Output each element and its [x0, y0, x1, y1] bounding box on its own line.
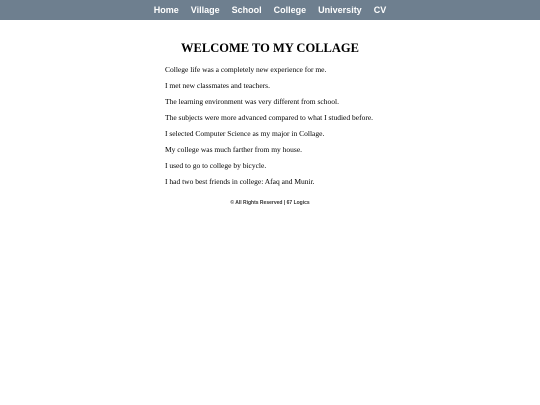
- nav-link-college[interactable]: College: [273, 5, 307, 15]
- main-content: [165, 20, 375, 206]
- paragraph: I had two best friends in college: Afaq and Munir.: [165, 177, 315, 186]
- paragraph: The learning environment was very different from school.: [165, 97, 339, 106]
- paragraph: College life was a completely new experience for me.: [165, 65, 327, 74]
- paragraph: I met new classmates and teachers.: [165, 81, 270, 90]
- nav-link-home[interactable]: Home: [153, 5, 179, 15]
- page-title: WELCOME TO MY COLLAGE: [181, 41, 359, 55]
- paragraph: The subjects were more advanced compared to what I studied before.: [165, 113, 374, 122]
- paragraph: I selected Computer Science as my major in Collage.: [165, 129, 325, 138]
- nav-link-university[interactable]: University: [318, 5, 362, 15]
- footer-copyright: © All Rights Reserved | 67 Logics: [230, 200, 310, 206]
- top-navbar: [0, 0, 540, 20]
- nav-link-cv[interactable]: CV: [373, 5, 387, 15]
- paragraph: I used to go to college by bicycle.: [165, 161, 267, 170]
- nav-link-village[interactable]: Village: [190, 5, 220, 15]
- paragraph: My college was much farther from my house.: [165, 145, 303, 154]
- nav-link-school[interactable]: School: [231, 5, 262, 15]
